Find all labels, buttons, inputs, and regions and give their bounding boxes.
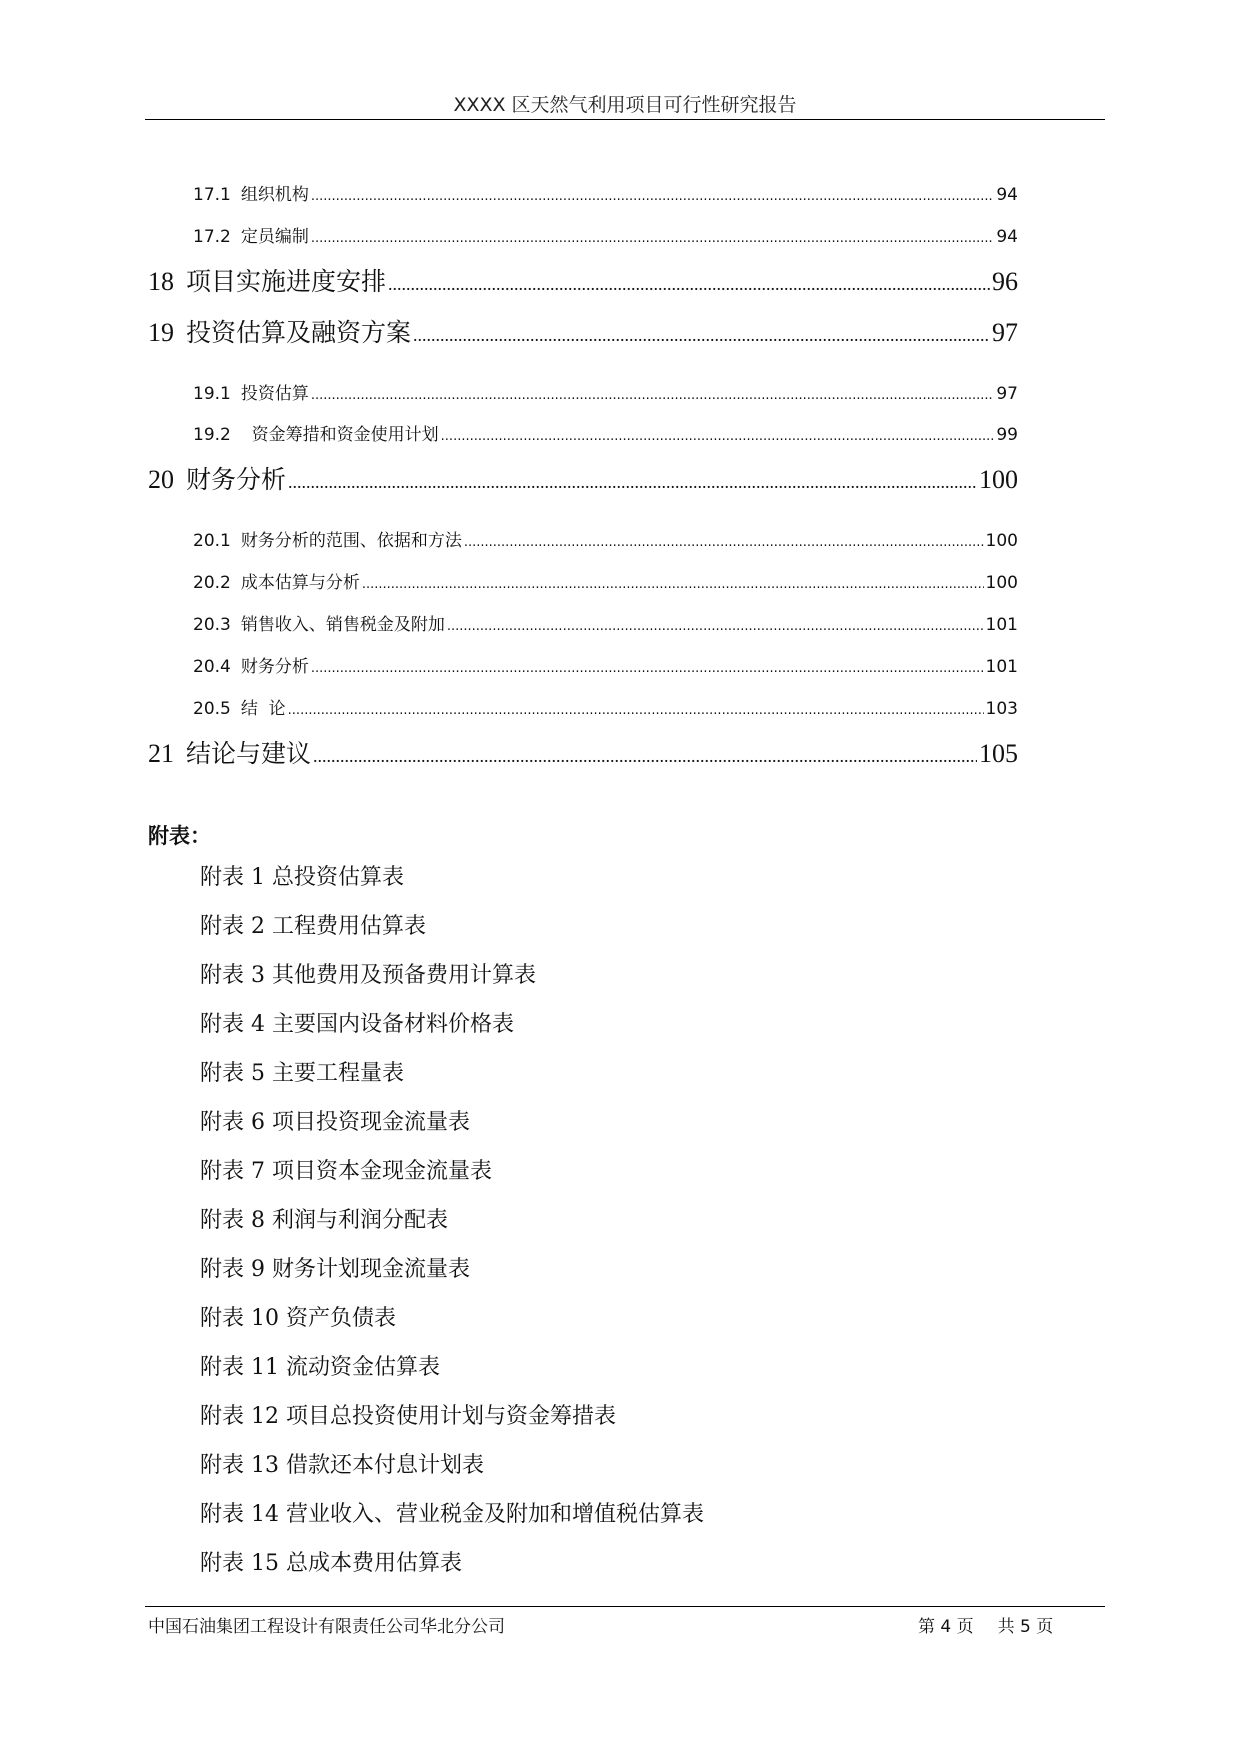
appendix-item: 附表 12 项目总投资使用计划与资金筹措表	[200, 1404, 616, 1429]
toc-entry-title: 财务分析的范围、依据和方法	[240, 531, 462, 551]
toc-entry[interactable]	[193, 568, 1018, 593]
toc-entry-title: 组织机构	[240, 185, 309, 205]
toc-entry-page: 99	[996, 425, 1018, 445]
footer-divider	[145, 1606, 1105, 1607]
toc-entry-title: 投资估算	[240, 384, 309, 404]
toc-leader-dots	[447, 615, 984, 635]
appendix-item: 附表 1 总投资估算表	[200, 865, 404, 890]
toc-entry[interactable]	[193, 610, 1018, 635]
toc-entry-number: 19.1	[193, 384, 231, 404]
toc-leader-dots	[388, 267, 990, 297]
toc-entry[interactable]	[193, 222, 1018, 247]
toc-leader-dots	[464, 531, 984, 551]
toc-entry-number: 20.1	[193, 531, 231, 551]
toc-entry-number: 20.2	[193, 573, 231, 593]
toc-entry-page: 97	[996, 384, 1018, 404]
toc-chapter-number: 21	[148, 739, 174, 768]
appendix-item: 附表 10 资产负债表	[200, 1306, 396, 1331]
toc-entry-number: 17.2	[193, 227, 231, 247]
toc-chapter-number: 18	[148, 267, 174, 296]
toc-leader-dots	[311, 657, 984, 677]
page-header-title: XXXX 区天然气利用项目可行性研究报告	[453, 94, 797, 116]
header-divider	[145, 119, 1105, 120]
appendix-item: 附表 14 营业收入、营业税金及附加和增值税估算表	[200, 1502, 704, 1527]
footer-page-number: 第 4 页	[918, 1617, 974, 1637]
appendix-heading: 附表：	[148, 824, 211, 848]
toc-entry[interactable]	[193, 420, 1018, 445]
toc-entry-title: 成本估算与分析	[240, 573, 360, 593]
toc-entry[interactable]	[193, 180, 1018, 205]
toc-leader-dots	[413, 318, 990, 348]
toc-chapter-page: 105	[979, 739, 1018, 768]
toc-leader-dots	[311, 227, 995, 247]
toc-entry-page: 100	[985, 573, 1018, 593]
footer-total-pages: 共 5 页	[997, 1617, 1054, 1637]
appendix-item: 附表 2 工程费用估算表	[200, 914, 426, 939]
toc-chapter-title: 投资估算及融资方案	[186, 318, 412, 347]
appendix-item: 附表 8 利润与利润分配表	[200, 1208, 448, 1233]
toc-entry-number: 20.5	[193, 699, 231, 719]
toc-leader-dots	[441, 425, 995, 445]
appendix-item: 附表 15 总成本费用估算表	[200, 1551, 462, 1576]
toc-leader-dots	[311, 384, 995, 404]
toc-chapter-number: 20	[148, 465, 174, 494]
toc-entry[interactable]	[193, 379, 1018, 404]
toc-leader-dots	[288, 465, 977, 495]
toc-chapter-page: 97	[992, 318, 1018, 347]
toc-entry-title: 结 论	[240, 699, 286, 719]
toc-entry-title: 财务分析	[240, 657, 309, 677]
toc-chapter-number: 19	[148, 318, 174, 347]
toc-entry-title: 销售收入、销售税金及附加	[240, 615, 445, 635]
toc-leader-dots	[311, 185, 995, 205]
toc-entry-page: 101	[985, 615, 1018, 635]
toc-chapter-title: 财务分析	[186, 465, 287, 494]
toc-chapter-page: 96	[992, 267, 1018, 296]
toc-chapter[interactable]	[148, 313, 1018, 349]
toc-entry[interactable]	[193, 652, 1018, 677]
toc-chapter[interactable]	[148, 734, 1018, 770]
toc-entry-title: 定员编制	[240, 227, 309, 247]
appendix-item: 附表 9 财务计划现金流量表	[200, 1257, 470, 1282]
toc-leader-dots	[288, 699, 984, 719]
toc-chapter[interactable]	[148, 460, 1018, 496]
toc-entry-number: 17.1	[193, 185, 231, 205]
appendix-item: 附表 4 主要国内设备材料价格表	[200, 1012, 514, 1037]
toc-entry-number: 19.2	[193, 425, 231, 445]
toc-chapter-title: 项目实施进度安排	[186, 267, 387, 296]
toc-entry[interactable]	[193, 526, 1018, 551]
appendix-item: 附表 5 主要工程量表	[200, 1061, 404, 1086]
toc-leader-dots	[362, 573, 984, 593]
toc-chapter-page: 100	[979, 465, 1018, 494]
toc-entry-number: 20.4	[193, 657, 231, 677]
toc-entry-number: 20.3	[193, 615, 231, 635]
appendix-item: 附表 6 项目投资现金流量表	[200, 1110, 470, 1135]
toc-entry-page: 100	[985, 531, 1018, 551]
toc-chapter[interactable]	[148, 262, 1018, 298]
toc-entry-page: 101	[985, 657, 1018, 677]
toc-leader-dots	[313, 739, 977, 769]
toc-entry-page: 94	[996, 227, 1018, 247]
toc-entry-page: 103	[985, 699, 1018, 719]
toc-chapter-title: 结论与建议	[186, 739, 312, 768]
appendix-item: 附表 7 项目资本金现金流量表	[200, 1159, 492, 1184]
appendix-item: 附表 13 借款还本付息计划表	[200, 1453, 484, 1478]
footer-company: 中国石油集团工程设计有限责任公司华北分公司	[148, 1617, 505, 1637]
footer-pagination	[918, 1612, 1053, 1637]
toc-entry[interactable]	[193, 694, 1018, 719]
appendix-item: 附表 11 流动资金估算表	[200, 1355, 440, 1380]
appendix-item: 附表 3 其他费用及预备费用计算表	[200, 963, 536, 988]
toc-entry-page: 94	[996, 185, 1018, 205]
toc-entry-title: 资金筹措和资金使用计划	[240, 425, 439, 445]
